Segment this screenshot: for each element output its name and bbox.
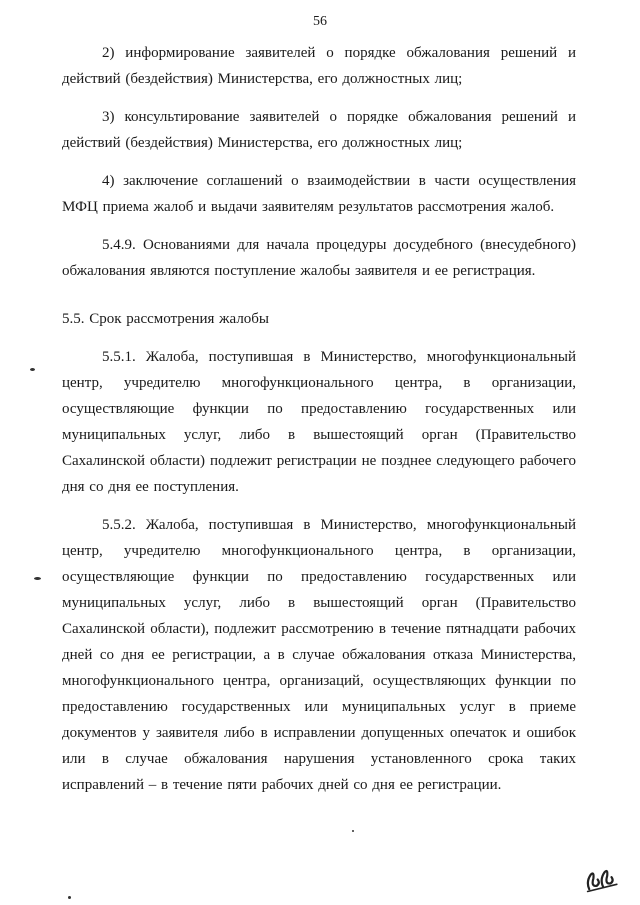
list-item-2: 2) информирование заявителей о порядке обжалования решений и действий (бездействия) Министерства, его должностных лиц; xyxy=(62,45,576,87)
page-number: 56 xyxy=(313,14,327,29)
document-body xyxy=(62,40,576,798)
scan-speck xyxy=(68,896,71,899)
clause-5-5-2: 5.5.2. Жалоба, поступившая в Министерство, многофункциональный центр, учредителю многофункционального центра, в организации, осуществляющие функции по предоставлению государственных или муниципальных услуг, либо в вышестоящий орган (Правительство Сахалинской области), подлежит рассмотрению в течение пятнадцати рабочих дней со дня ее регистрации, а в случае обжалования отказа Министерства, многофункционального центра, организаций, осуществляющих функции по предоставлению государственных или муниципальных услуг в приеме документов у заявителя либо в исправлении допущенных опечаток и ошибок или в случае обжалования нарушения установленного срока таких исправлений – в течение пяти рабочих дней со дня ее регистрации. xyxy=(62,517,576,793)
scan-speck xyxy=(352,830,354,832)
handwritten-number-icon xyxy=(582,864,620,894)
scan-speck xyxy=(30,368,35,371)
list-item-4: 4) заключение соглашений о взаимодействии в части осуществления МФЦ приема жалоб и выдачи заявителям результатов рассмотрения жалоб. xyxy=(62,173,576,215)
clause-5-4-9: 5.4.9. Основаниями для начала процедуры досудебного (внесудебного) обжалования являются поступление жалобы заявителя и ее регистрация. xyxy=(62,237,576,279)
clause-5-5-1: 5.5.1. Жалоба, поступившая в Министерство, многофункциональный центр, учредителю многофункционального центра, в организации, осуществляющие функции по предоставлению государственных или муниципальных услуг, либо в вышестоящий орган (Правительство Сахалинской области) подлежит регистрации не позднее следующего рабочего дня со дня ее поступления. xyxy=(62,349,576,495)
handwritten-page-number-stamp xyxy=(582,864,620,897)
list-item-3: 3) консультирование заявителей о порядке обжалования решений и действий (бездействия) Министерства, его должностных лиц; xyxy=(62,109,576,151)
scan-speck xyxy=(34,577,41,580)
section-title: 5.5. Срок рассмотрения жалобы xyxy=(62,311,270,327)
